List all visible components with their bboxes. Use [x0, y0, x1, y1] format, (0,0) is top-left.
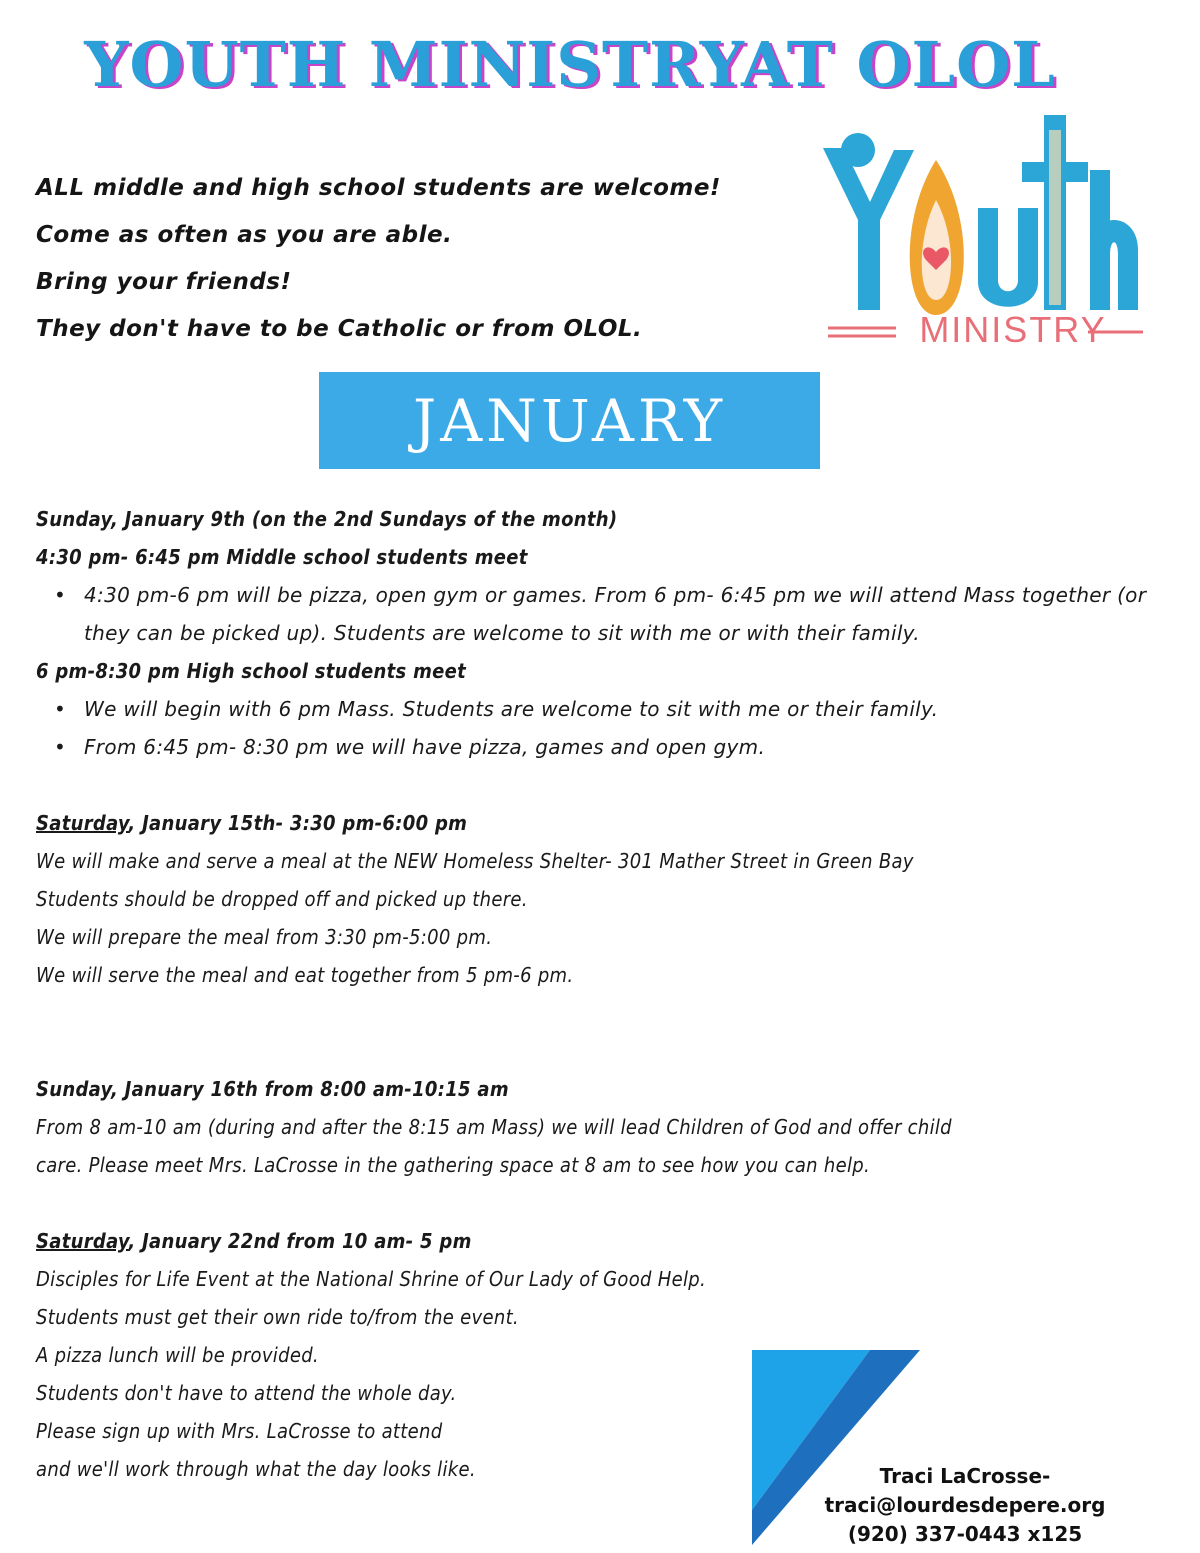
list-item: • From 6:45 pm- 8:30 pm we will have pizza, games and open gym. — [36, 728, 1176, 766]
event1-heading: Sunday, January 9th (on the 2nd Sundays of the month) — [36, 507, 618, 531]
contact-email[interactable]: traci@lourdesdepere.org — [824, 1493, 1106, 1517]
event4-line: Students must get their own ride to/from the event. — [36, 1305, 519, 1329]
welcome-line: Come as often as you are able. — [36, 222, 453, 248]
contact-phone: (920) 337-0443 x125 — [847, 1522, 1083, 1546]
contact-name: Traci LaCrosse- — [879, 1464, 1051, 1488]
event2-heading — [36, 804, 1176, 842]
welcome-line: ALL middle and high school students are welcome! — [36, 175, 721, 201]
page-title: YOUTH MINISTRYAT OLOL — [84, 28, 1056, 101]
welcome-line: Bring your friends! — [36, 269, 292, 295]
event2-line: We will make and serve a meal at the NEW Homeless Shelter- 301 Mather Street in Green Bay — [36, 849, 914, 873]
event2-line: We will serve the meal and eat together from 5 pm-6 pm. — [36, 963, 574, 987]
event2-heading-rest: , January 15th- 3:30 pm-6:00 pm — [128, 811, 468, 835]
event1-high-list — [36, 690, 1176, 766]
event1-middle-heading: 4:30 pm- 6:45 pm Middle school students meet — [36, 545, 528, 569]
list-item: • 4:30 pm-6 pm will be pizza, open gym or games. From 6 pm- 6:45 pm we will attend Mass together (or they can be picked up). Students are welcome to sit with me or with their family. — [36, 576, 1164, 652]
welcome-line: They don't have to be Catholic or from OLOL. — [36, 316, 643, 342]
logo-ministry-text: MINISTRY — [919, 309, 1107, 350]
welcome-message — [36, 165, 796, 353]
event1-high-heading: 6 pm-8:30 pm High school students meet — [36, 659, 467, 683]
month-banner: JANUARY — [319, 372, 820, 469]
event2-line: We will prepare the meal from 3:30 pm-5:00 pm. — [36, 925, 493, 949]
events-section — [36, 500, 1176, 1488]
event4-heading-rest: , January 22nd from 10 am- 5 pm — [128, 1229, 472, 1253]
event3-line: From 8 am-10 am (during and after the 8:15 am Mass) we will lead Children of God and offer child — [36, 1115, 952, 1139]
event4-heading — [36, 1222, 1176, 1260]
event4-line: Disciples for Life Event at the National Shrine of Our Lady of Good Help. — [36, 1267, 707, 1291]
event4-line: A pizza lunch will be provided. — [36, 1343, 319, 1367]
event4-line: Students don't have to attend the whole day. — [36, 1381, 457, 1405]
contact-info — [800, 1462, 1130, 1549]
event1-middle-list — [36, 576, 1176, 652]
event4-line: Please sign up with Mrs. LaCrosse to attend — [36, 1419, 443, 1443]
event4-line: and we'll work through what the day looks like. — [36, 1457, 476, 1481]
list-item: • We will begin with 6 pm Mass. Students are welcome to sit with me or their family. — [36, 690, 1176, 728]
event4-day: Saturday — [36, 1229, 129, 1253]
event2-day: Saturday — [36, 811, 129, 835]
event3-heading: Sunday, January 16th from 8:00 am-10:15 am — [36, 1077, 509, 1101]
event3-line: care. Please meet Mrs. LaCrosse in the gathering space at 8 am to see how you can help. — [36, 1153, 871, 1177]
youth-ministry-logo-icon — [818, 110, 1148, 350]
event2-line: Students should be dropped off and picked up there. — [36, 887, 528, 911]
